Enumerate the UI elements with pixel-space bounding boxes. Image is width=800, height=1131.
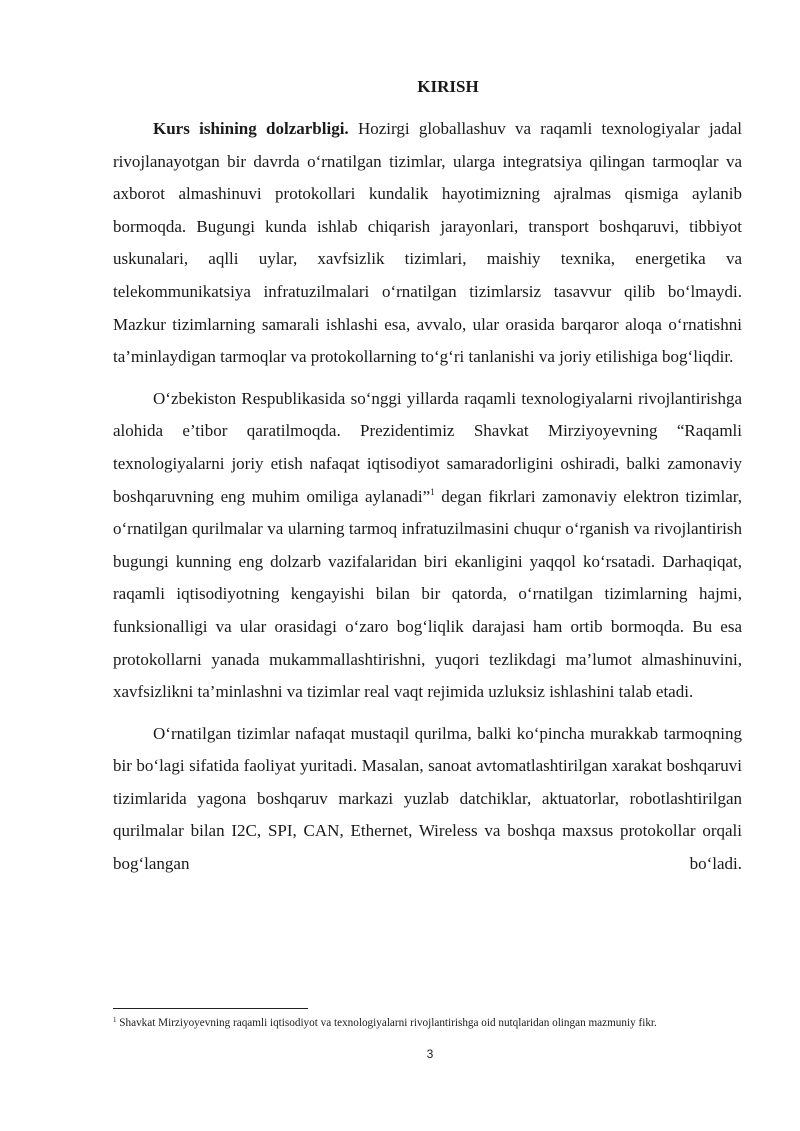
paragraph-text: Hozirgi globallashuv va raqamli texnologiyalar jadal rivojlanayotgan bir davrda o‘rnatilgan tizimlar, ularga integratsiya qilingan tarmoqlar va axborot almashinuvi protokollari kundalik hayotimizning ajralmas qismiga aylanib bormoqda. Bugungi kunda ishlab chiqarish jarayonlari, transport boshqaruvi, tibbiyot uskunalari, aqlli uylar, xavfsizlik tizimlari, maishiy texnika, energetika va telekommunikatsiya infratuzilmalari o‘rnatilgan tizimlarsiz tasavvur qilib bo‘lmaydi. Mazkur tizimlarning samarali ishlashi esa, avvalo, ular orasida barqaror aloqa o‘rnatishni ta’minlaydigan tarmoqlar va protokollarning to‘g‘ri tanlanishi va joriy etilishiga bog‘liqdir. — [113, 119, 742, 367]
footnote — [113, 1016, 743, 1031]
footnote-text: Shavkat Mirziyoyevning raqamli iqtisodiyot va texnologiyalarni rivojlantirishga oid nutqlaridan olingan mazmuniy fikr. — [116, 1017, 657, 1029]
paragraph-lead: Kurs ishining dolzarbligi. — [153, 119, 349, 138]
footnote-reference[interactable]: 1 — [430, 486, 435, 497]
paragraph-text: O‘zbekiston Respublikasida so‘nggi yillarda raqamli texnologiyalarni rivojlantirishga alohida e’tibor qaratilmoqda. Prezidentimiz Shavkat Mirziyoyevning “Raqamli texnologiyalarni joriy etish nafaqat iqtisodiyot samaradorligini oshiradi, balki zamonaviy boshqaruvning eng muhim omiliga aylanadi” — [113, 388, 742, 506]
footnote-mark: 1 — [113, 1016, 117, 1024]
paragraph-2 — [113, 383, 742, 709]
page-number: 3 — [426, 1047, 434, 1061]
paragraph-3 — [113, 718, 742, 881]
footnote-separator — [113, 1008, 308, 1009]
paragraph-text: O‘rnatilgan tizimlar nafaqat mustaqil qurilma, balki ko‘pincha murakkab tarmoqning bir bo‘lagi sifatida faoliyat yuritadi. Masalan, sanoat avtomatlashtirilgan xarakat boshqaruvi tizimlarida yagona boshqaruv markazi yuzlab datchiklar, aktuatorlar, robotlashtirilgan qurilmalar bilan I2C, SPI, CAN, Ethernet, Wireless va boshqa maxsus protokollar orqali bog‘langan bo‘ladi. — [113, 723, 742, 874]
paragraph-text: degan fikrlari zamonaviy elektron tizimlar, o‘rnatilgan qurilmalar va ularning tarmoq infratuzilmasini chuqur o‘rganish va rivojlantirish bugungi kunning eng dolzarb vazifalaridan biri ekanligini yaqqol ko‘rsatadi. Darhaqiqat, raqamli iqtisodiyotning kengayishi bilan bir qatorda, o‘rnatilgan tizimlarning hajmi, funksionalligi va ular orasidagi o‘zaro bog‘liqlik darajasi ham ortib bormoqda. Bu esa protokollarni yanada mukammallashtirishni, yuqori tezlikdagi ma’lumot almashinuvini, xavfsizlikni ta’minlashni va tizimlar real vaqt rejimida uzluksiz ishlashini talab etadi. — [113, 486, 742, 702]
body-text — [113, 113, 742, 881]
page-title: KIRISH — [417, 77, 479, 96]
paragraph-1 — [113, 113, 742, 374]
